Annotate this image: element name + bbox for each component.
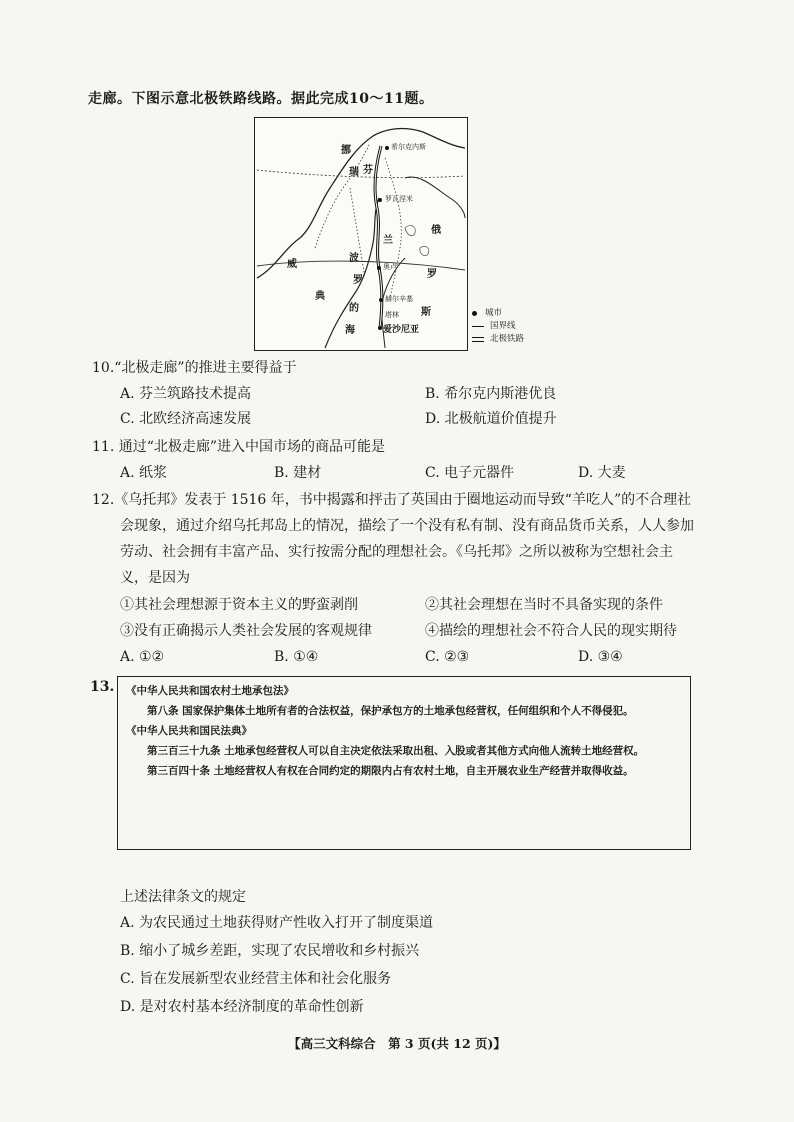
q11-stem: 11. 通过“北极走廊”进入中国市场的商品可能是 [92, 439, 386, 455]
label-finland-2: 兰 [383, 235, 393, 246]
law1-text: 第八条 国家保护集体土地所有者的合法权益，保护承包方的土地承包经营权，任何组织和个人不得侵犯。 [147, 705, 634, 717]
q12-line-1: 12.《乌托邦》发表于 1516 年，书中揭露和抨击了英国由于圈地运动而导致“羊吃人”的不合理社 [92, 492, 692, 508]
section-intro: 走廊。下图示意北极铁路线路。据此完成10～11题。 [88, 91, 434, 107]
label-finland-1: 芬 [363, 165, 373, 176]
label-baltic-4: 海 [345, 325, 355, 336]
arctic-railway-map [254, 117, 468, 351]
label-baltic-3: 的 [349, 303, 359, 314]
q10-stem: 10.“北极走廊”的推进主要得益于 [92, 360, 297, 376]
label-baltic-1: 波 [349, 253, 359, 264]
railway-line-icon [472, 337, 484, 342]
label-russia-1: 俄 [431, 225, 441, 236]
label-sweden-1: 瑞 [349, 167, 359, 178]
q12-option-b: B. ①④ [274, 649, 319, 665]
law2-title: 《中华人民共和国民法典》 [126, 725, 252, 737]
q13-option-c: C. 旨在发展新型农业经营主体和社会化服务 [120, 971, 392, 987]
q13-stem: 上述法律条文的规定 [120, 889, 246, 905]
q13-law-box [117, 676, 691, 850]
q11-option-d: D. 大麦 [578, 465, 626, 481]
q12-statement-1: ①其社会理想源于资本主义的野蛮剥削 [120, 597, 358, 613]
label-russia-2: 罗 [427, 269, 437, 280]
q13-option-b: B. 缩小了城乡差距，实现了农民增收和乡村振兴 [120, 943, 420, 959]
label-norway-1: 挪 [341, 145, 351, 156]
legend-city: 城市 [472, 307, 524, 320]
law2-text-2: 第三百四十条 土地经营权人有权在合同约定的期限内占有农村土地，自主开展农业生产经营并取得收益。 [147, 765, 634, 777]
label-estonia: 爱沙尼亚 [383, 325, 420, 335]
q12-line-3: 劳动、社会拥有丰富产品、实行按需分配的理想社会。《乌托邦》之所以被称为空想社会主 [120, 544, 673, 560]
q11-option-b: B. 建材 [274, 465, 322, 481]
label-norway-2: 威 [287, 259, 297, 270]
q12-statement-4: ④描绘的理想社会不符合人民的现实期待 [425, 623, 677, 639]
q12-option-a: A. ①② [120, 649, 165, 665]
q12-line-4: 义，是因为 [120, 570, 190, 586]
legend-border: 国界线 [472, 320, 524, 333]
label-rovaniemi: 罗瓦涅米 [385, 195, 413, 203]
city-dot-icon [472, 311, 477, 316]
law1-title: 《中华人民共和国农村土地承包法》 [126, 685, 294, 697]
label-tallinn: 塔林 [385, 311, 399, 319]
q12-statement-2: ②其社会理想在当时不具备实现的条件 [425, 597, 663, 613]
legend-railway: 北极铁路 [472, 333, 524, 346]
q13-option-a: A. 为农民通过土地获得财产性收入打开了制度渠道 [120, 915, 434, 931]
label-baltic-2: 罗 [353, 275, 363, 286]
q10-option-a: A. 芬兰筑路技术提高 [120, 386, 252, 402]
q10-option-b: B. 希尔克内斯港优良 [425, 386, 557, 402]
border-line-icon [472, 326, 484, 327]
label-russia-3: 斯 [421, 307, 431, 318]
q12-line-2: 会现象，通过介绍乌托邦岛上的情况，描绘了一个没有私有制、没有商品货币关系，人人参加 [120, 518, 694, 534]
q13-option-d: D. 是对农村基本经济制度的革命性创新 [120, 999, 364, 1015]
label-sweden-2: 典 [315, 291, 325, 302]
q12-statement-3: ③没有正确揭示人类社会发展的客观规律 [120, 623, 372, 639]
q10-option-c: C. 北欧经济高速发展 [120, 411, 252, 427]
q11-option-c: C. 电子元器件 [425, 465, 515, 481]
q11-option-a: A. 纸浆 [120, 465, 168, 481]
label-helsinki: 赫尔辛基 [385, 295, 413, 303]
label-kirkenes: 希尔克内斯 [391, 143, 426, 151]
law2-text-1: 第三百三十九条 土地承包经营权人可以自主决定依法采取出租、入股或者其他方式向他人流转土地经营权。 [147, 745, 645, 757]
page-footer: 【高三文科综合 第 3 页(共 12 页)】 [288, 1036, 506, 1051]
label-oulu: 奥卢 [383, 263, 397, 271]
q13-number: 13. [90, 679, 115, 695]
q10-option-d: D. 北极航道价值提升 [425, 411, 557, 427]
q12-option-c: C. ②③ [425, 649, 470, 665]
map-legend [472, 307, 524, 346]
q12-option-d: D. ③④ [578, 649, 623, 665]
